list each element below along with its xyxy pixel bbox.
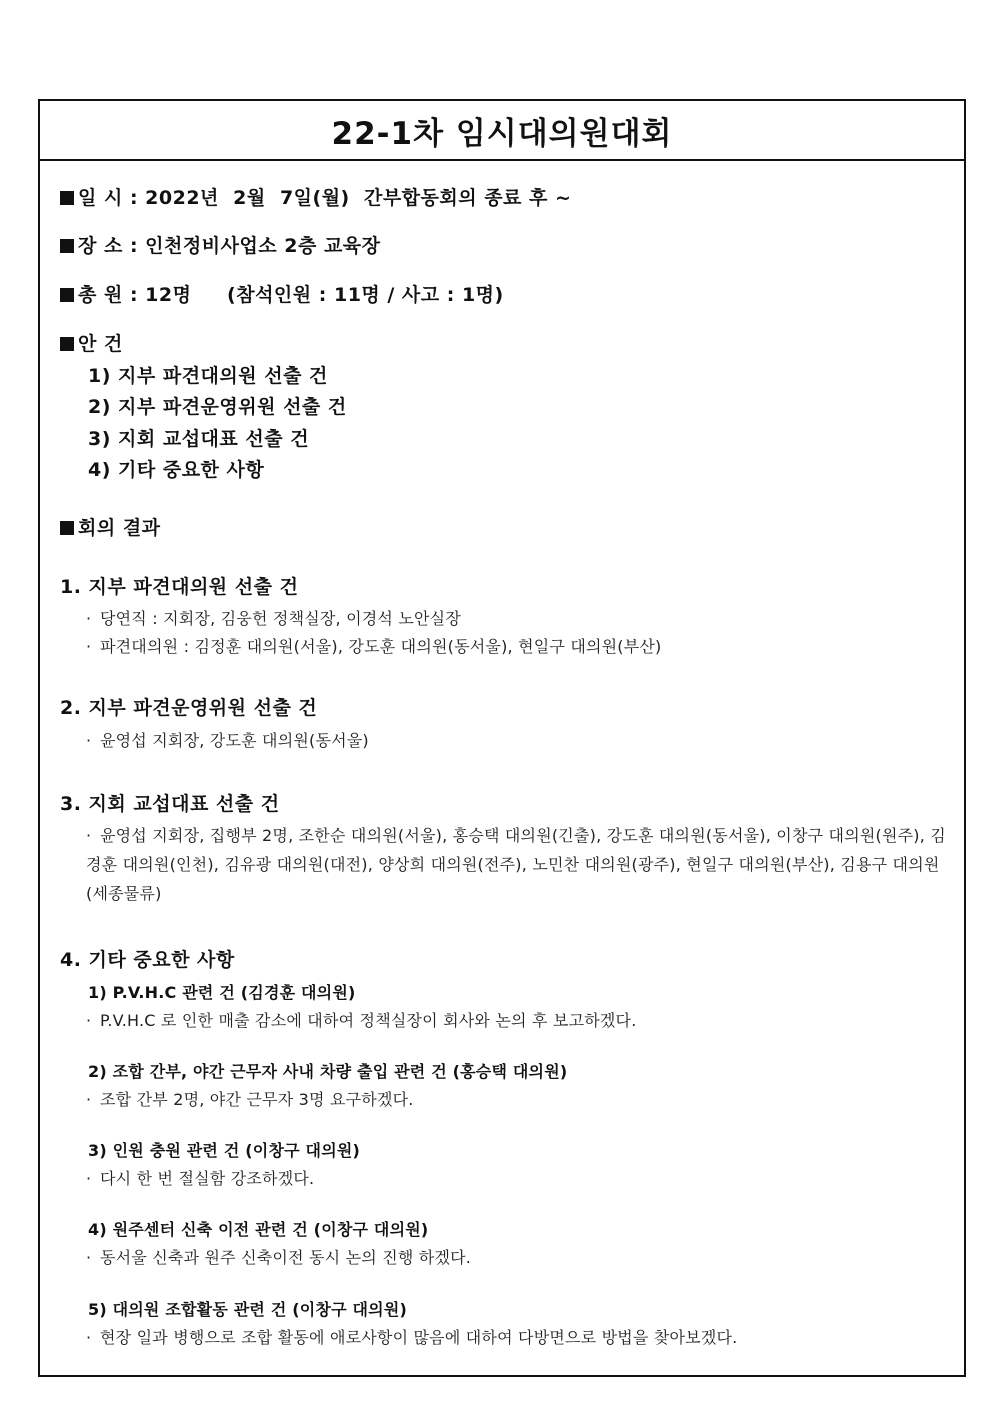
sub-item-title: 4) 원주센터 신축 이전 관련 건 (이창구 대의원) <box>88 1220 429 1239</box>
bullet-paragraph: · 윤영섭 지회장, 집행부 2명, 조한순 대의원(서울), 홍승택 대의원(긴출), 강도훈 대의원(동서울), 이창구 대의원(원주), 김경훈 대의원(인천), 김유광 대의원(대전), 양상희 대의원(전주), 노민찬 대의원(광주), 현일구 대의원(부산), 김용구 대의원(세종물류) <box>86 826 946 903</box>
date-value: 2022년 2월 7일(월) 간부합동회의 종료 후 ~ <box>145 187 572 209</box>
members-value: 12명 (참석인원 : 11명 / 사고 : 1명) <box>145 284 504 306</box>
agenda-item: 3) 지회 교섭대표 선출 건 <box>88 428 310 450</box>
bullet-line: · 당연직 : 지회장, 김웅헌 정책실장, 이경석 노안실장 <box>86 609 461 628</box>
bullet-line: · P.V.H.C 로 인한 매출 감소에 대하여 정책실장이 회사와 논의 후 보고하겠다. <box>86 1011 637 1030</box>
members-line <box>60 280 504 307</box>
document-frame <box>38 99 966 1377</box>
square-bullet-icon <box>60 191 74 205</box>
square-bullet-icon <box>60 337 74 351</box>
agenda-label: 안 건 <box>78 333 123 355</box>
bullet-line: · 다시 한 번 절실함 강조하겠다. <box>86 1169 315 1188</box>
square-bullet-icon <box>60 521 74 535</box>
agenda-item: 1) 지부 파견대의원 선출 건 <box>88 365 328 387</box>
place-value: 인천정비사업소 2층 교육장 <box>145 235 381 257</box>
place-label: 장 소 : <box>78 235 139 257</box>
sub-item-title: 5) 대의원 조합활동 관련 건 (이창구 대의원) <box>88 1300 407 1319</box>
date-label: 일 시 : <box>78 187 139 209</box>
sub-item-title: 1) P.V.H.C 관련 건 (김경훈 대의원) <box>88 983 356 1002</box>
section-title: 1. 지부 파견대의원 선출 건 <box>60 576 299 598</box>
date-line <box>60 183 571 210</box>
agenda-item: 4) 기타 중요한 사항 <box>88 459 265 481</box>
square-bullet-icon <box>60 239 74 253</box>
bullet-line: · 동서울 신축과 원주 신축이전 동시 논의 진행 하겠다. <box>86 1248 472 1267</box>
agenda-heading <box>60 329 123 356</box>
section-title: 3. 지회 교섭대표 선출 건 <box>60 793 280 815</box>
section-title: 4. 기타 중요한 사항 <box>60 949 235 971</box>
sub-item-title: 3) 인원 충원 관련 건 (이창구 대의원) <box>88 1141 361 1160</box>
sub-item-title: 2) 조합 간부, 야간 근무자 사내 차량 출입 관련 건 (홍승택 대의원) <box>88 1062 568 1081</box>
place-line <box>60 231 381 258</box>
square-bullet-icon <box>60 288 74 302</box>
bullet-line: · 윤영섭 지회장, 강도훈 대의원(동서울) <box>86 731 369 750</box>
section-title: 2. 지부 파견운영위원 선출 건 <box>60 697 318 719</box>
bullet-line: · 조합 간부 2명, 야간 근무자 3명 요구하겠다. <box>86 1090 414 1109</box>
members-label: 총 원 : <box>78 284 139 306</box>
results-label: 회의 결과 <box>78 517 161 539</box>
agenda-item: 2) 지부 파견운영위원 선출 건 <box>88 396 347 418</box>
page-title: 22-1차 임시대의원대회 <box>40 101 964 161</box>
bullet-line: · 파견대의원 : 김정훈 대의원(서울), 강도훈 대의원(동서울), 현일구 대의원(부산) <box>86 637 662 656</box>
bullet-line: · 현장 일과 병행으로 조합 활동에 애로사항이 많음에 대하여 다방면으로 방법을 찾아보겠다. <box>86 1328 738 1347</box>
results-heading <box>60 513 161 540</box>
